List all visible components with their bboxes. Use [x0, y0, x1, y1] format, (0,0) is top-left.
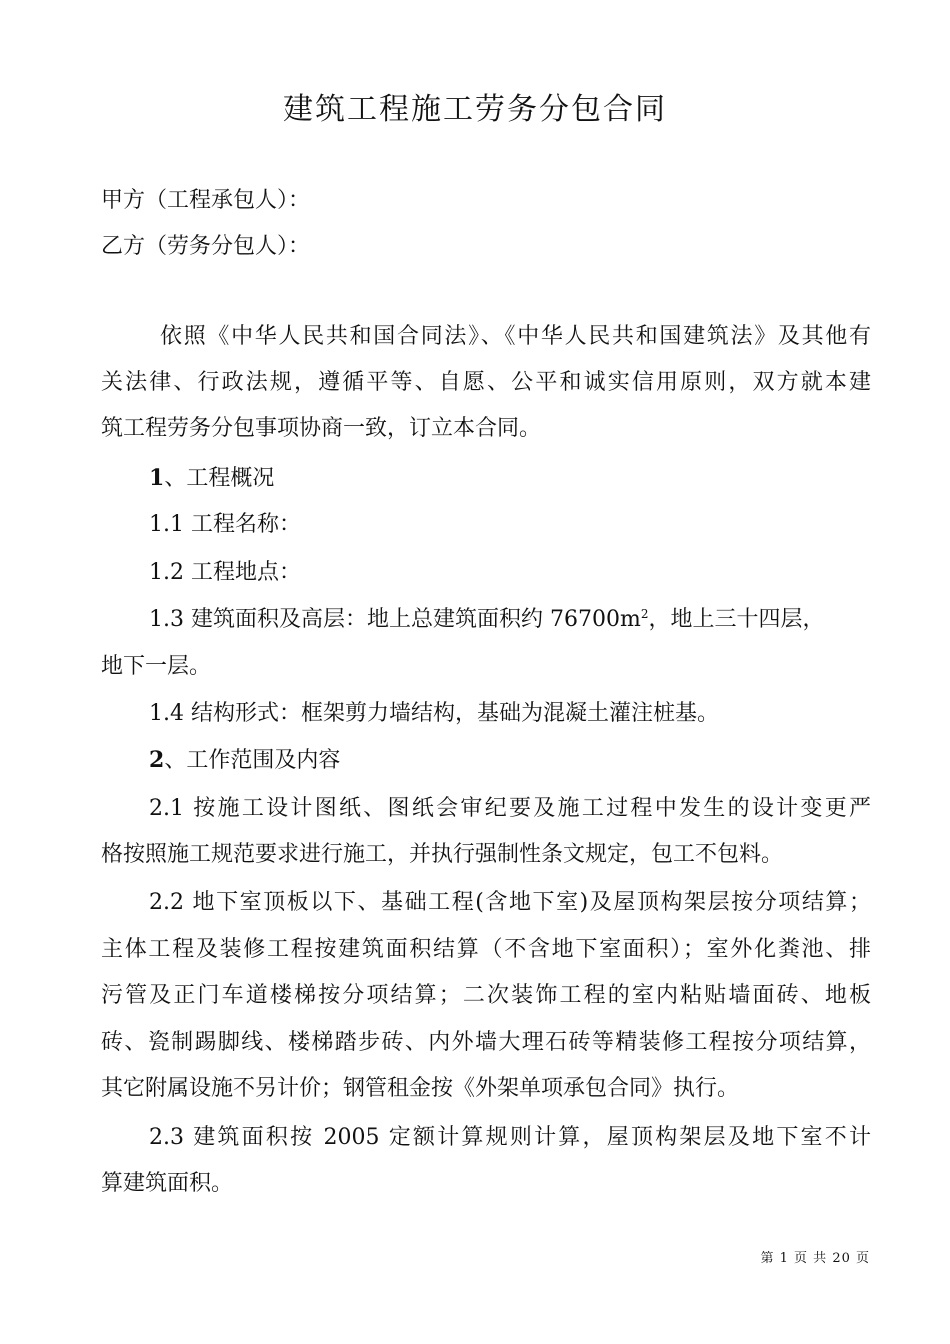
item-1-3-continued: 地下一层。 — [101, 654, 212, 679]
item-1-2: 1.2 工程地点： — [149, 560, 301, 585]
party-a-line: 甲方（工程承包人）： — [101, 188, 311, 213]
document-title: 建筑工程施工劳务分包合同 — [283, 92, 667, 127]
section-2-title: 、工作范围及内容 — [164, 748, 341, 773]
item-2-2-line-2: 主体工程及装修工程按建筑面积结算（不含地下室面积）；室外化粪池、排 — [101, 937, 871, 962]
item-2-3-line-2: 算建筑面积。 — [101, 1171, 234, 1196]
item-2-2-line-4: 砖、瓷制踢脚线、楼梯踏步砖、内外墙大理石砖等精装修工程按分项结算， — [101, 1030, 871, 1055]
item-1-4: 1.4 结构形式：框架剪力墙结构，基础为混凝土灌注桩基。 — [149, 701, 719, 726]
item-2-1-line-2: 格按照施工规范要求进行施工，并执行强制性条文规定，包工不包料。 — [101, 842, 784, 867]
intro-line-3: 筑工程劳务分包事项协商一致，订立本合同。 — [101, 416, 542, 441]
section-2-heading — [149, 737, 871, 784]
section-1-heading — [149, 455, 871, 502]
item-1-1: 1.1 工程名称： — [149, 512, 301, 537]
item-1-3 — [149, 597, 871, 643]
item-1-3-superscript: 2 — [640, 607, 649, 621]
page-footer: 第 1 页 共 20 页 — [760, 1251, 870, 1266]
item-1-3-text: 1.3 建筑面积及高层：地上总建筑面积约 76700m — [149, 607, 641, 632]
item-1-3-text-end: ，地上三十四层， — [648, 607, 825, 632]
party-b-line: 乙方（劳务分包人）： — [101, 234, 311, 259]
section-1-title: 、工程概况 — [164, 466, 275, 491]
item-2-2-line-3: 污管及正门车道楼梯按分项结算；二次装饰工程的室内粘贴墙面砖、地板 — [101, 983, 871, 1008]
item-2-2-line-1: 2.2 地下室顶板以下、基础工程(含地下室)及屋顶构架层按分项结算； — [149, 890, 871, 915]
item-2-2-line-5: 其它附属设施不另计价；钢管租金按《外架单项承包合同》执行。 — [101, 1076, 740, 1101]
intro-line-2: 关法律、行政法规，遵循平等、自愿、公平和诚实信用原则，双方就本建 — [101, 370, 871, 395]
section-2-number: 2 — [149, 747, 165, 773]
intro-line-1: 依照《中华人民共和国合同法》、《中华人民共和国建筑法》及其他有 — [160, 324, 871, 349]
item-2-1-line-1: 2.1 按施工设计图纸、图纸会审纪要及施工过程中发生的设计变更严 — [149, 796, 871, 821]
section-1-number: 1 — [149, 465, 165, 491]
item-2-3-line-1: 2.3 建筑面积按 2005 定额计算规则计算，屋顶构架层及地下室不计 — [149, 1125, 871, 1150]
